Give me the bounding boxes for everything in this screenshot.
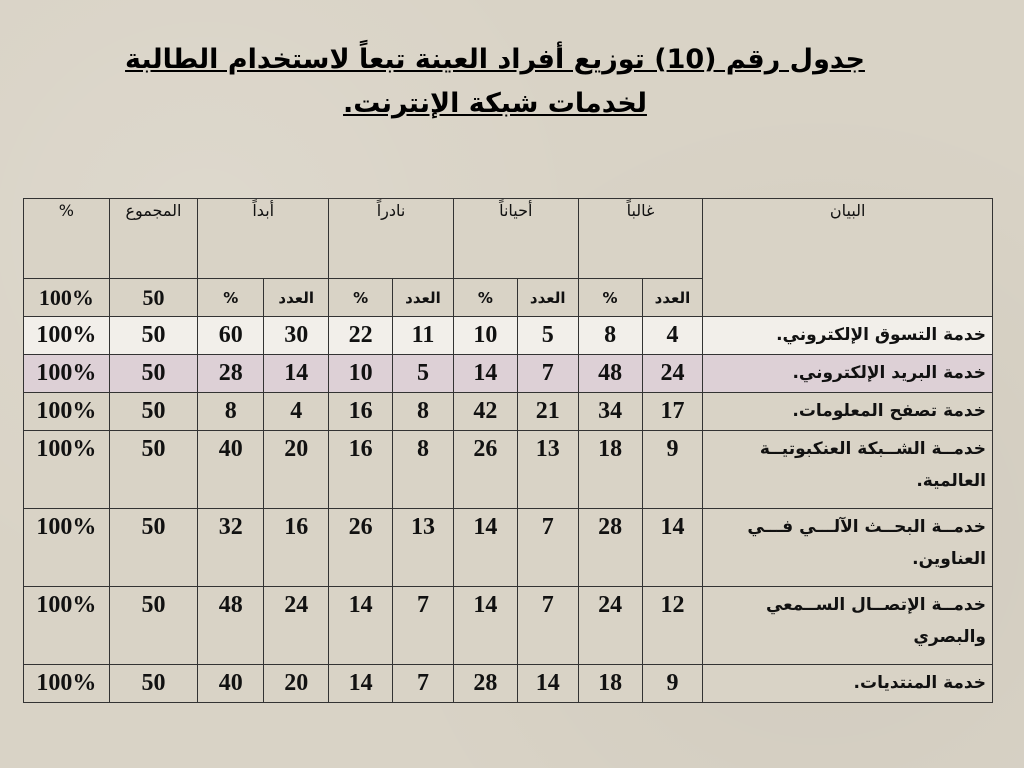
cell-pct: 100% xyxy=(24,393,110,431)
cell-p2: 14 xyxy=(453,509,517,587)
cell-c1: 14 xyxy=(642,509,703,587)
cell-c2: 7 xyxy=(517,587,578,665)
cell-c1: 17 xyxy=(642,393,703,431)
header-sometimes: أحياناً xyxy=(453,199,578,279)
cell-pct: 100% xyxy=(24,431,110,509)
cell-total: 50 xyxy=(109,431,198,509)
cell-p2: 14 xyxy=(453,587,517,665)
cell-p3: 14 xyxy=(329,587,393,665)
cell-c2: 21 xyxy=(517,393,578,431)
header-never: أبداً xyxy=(198,199,329,279)
sub-count: العدد xyxy=(517,279,578,317)
cell-p3: 22 xyxy=(329,317,393,355)
sub-pct-total: 100% xyxy=(24,279,110,317)
cell-p1: 18 xyxy=(578,431,642,509)
cell-pct: 100% xyxy=(24,317,110,355)
header-item: البيان xyxy=(703,199,993,317)
cell-c4: 4 xyxy=(264,393,329,431)
cell-p2: 10 xyxy=(453,317,517,355)
row-label: خدمــة الإتصــال الســمعي والبصري xyxy=(703,587,993,665)
cell-c2: 14 xyxy=(517,665,578,703)
sub-count: العدد xyxy=(264,279,329,317)
cell-c2: 7 xyxy=(517,509,578,587)
cell-c1: 9 xyxy=(642,431,703,509)
cell-p2: 26 xyxy=(453,431,517,509)
cell-c3: 7 xyxy=(393,587,454,665)
row-label: خدمة تصفح المعلومات. xyxy=(703,393,993,431)
cell-p4: 40 xyxy=(198,431,264,509)
sub-count: العدد xyxy=(393,279,454,317)
title-line-1: جدول رقم (10) توزيع أفراد العينة تبعاً لاستخدام الطالبة xyxy=(125,44,865,75)
header-total: المجموع xyxy=(109,199,198,279)
cell-p2: 14 xyxy=(453,355,517,393)
sub-pct: % xyxy=(329,279,393,317)
cell-p4: 32 xyxy=(198,509,264,587)
cell-p3: 14 xyxy=(329,665,393,703)
row-label: خدمة البريد الإلكتروني. xyxy=(703,355,993,393)
row-label: خدمــة الشــبكة العنكبوتيــة العالمية. xyxy=(703,431,993,509)
cell-total: 50 xyxy=(109,587,198,665)
cell-pct: 100% xyxy=(24,587,110,665)
cell-c3: 8 xyxy=(393,431,454,509)
cell-pct: 100% xyxy=(24,509,110,587)
cell-p4: 28 xyxy=(198,355,264,393)
cell-p1: 28 xyxy=(578,509,642,587)
header-pct: % xyxy=(24,199,110,279)
cell-p4: 48 xyxy=(198,587,264,665)
table-row xyxy=(24,665,993,703)
row-label: خدمة المنتديات. xyxy=(703,665,993,703)
cell-pct: 100% xyxy=(24,355,110,393)
cell-c4: 20 xyxy=(264,431,329,509)
cell-p1: 18 xyxy=(578,665,642,703)
cell-total: 50 xyxy=(109,665,198,703)
cell-pct: 100% xyxy=(24,665,110,703)
header-often: غالباً xyxy=(578,199,703,279)
cell-p1: 8 xyxy=(578,317,642,355)
cell-total: 50 xyxy=(109,355,198,393)
table-row xyxy=(24,431,993,509)
cell-total: 50 xyxy=(109,317,198,355)
cell-c3: 8 xyxy=(393,393,454,431)
table-row xyxy=(24,587,993,665)
cell-p3: 16 xyxy=(329,393,393,431)
cell-c3: 11 xyxy=(393,317,454,355)
sub-pct: % xyxy=(453,279,517,317)
cell-p3: 10 xyxy=(329,355,393,393)
header-rarely: نادراً xyxy=(329,199,454,279)
cell-c4: 20 xyxy=(264,665,329,703)
cell-p1: 24 xyxy=(578,587,642,665)
title-line-2: لخدمات شبكة الإنترنت. xyxy=(343,88,647,119)
table-title xyxy=(100,38,890,126)
table-row xyxy=(24,509,993,587)
cell-c4: 30 xyxy=(264,317,329,355)
cell-p4: 8 xyxy=(198,393,264,431)
distribution-table xyxy=(23,198,993,703)
cell-c3: 7 xyxy=(393,665,454,703)
cell-c4: 24 xyxy=(264,587,329,665)
cell-c2: 13 xyxy=(517,431,578,509)
table-row xyxy=(24,317,993,355)
table-row xyxy=(24,355,993,393)
cell-p1: 48 xyxy=(578,355,642,393)
cell-c2: 5 xyxy=(517,317,578,355)
row-label: خدمة التسوق الإلكتروني. xyxy=(703,317,993,355)
cell-c1: 24 xyxy=(642,355,703,393)
cell-total: 50 xyxy=(109,393,198,431)
cell-p2: 28 xyxy=(453,665,517,703)
cell-c4: 16 xyxy=(264,509,329,587)
sub-pct: % xyxy=(578,279,642,317)
cell-p4: 40 xyxy=(198,665,264,703)
cell-c2: 7 xyxy=(517,355,578,393)
cell-p3: 16 xyxy=(329,431,393,509)
cell-p1: 34 xyxy=(578,393,642,431)
cell-c1: 12 xyxy=(642,587,703,665)
sub-pct: % xyxy=(198,279,264,317)
cell-c3: 13 xyxy=(393,509,454,587)
cell-c4: 14 xyxy=(264,355,329,393)
sub-total: 50 xyxy=(109,279,198,317)
cell-c1: 9 xyxy=(642,665,703,703)
cell-c3: 5 xyxy=(393,355,454,393)
row-label: خدمــة البحــث الآلـــي فـــي العناوين. xyxy=(703,509,993,587)
cell-p4: 60 xyxy=(198,317,264,355)
cell-p2: 42 xyxy=(453,393,517,431)
table-row xyxy=(24,393,993,431)
cell-total: 50 xyxy=(109,509,198,587)
sub-count: العدد xyxy=(642,279,703,317)
cell-c1: 4 xyxy=(642,317,703,355)
cell-p3: 26 xyxy=(329,509,393,587)
